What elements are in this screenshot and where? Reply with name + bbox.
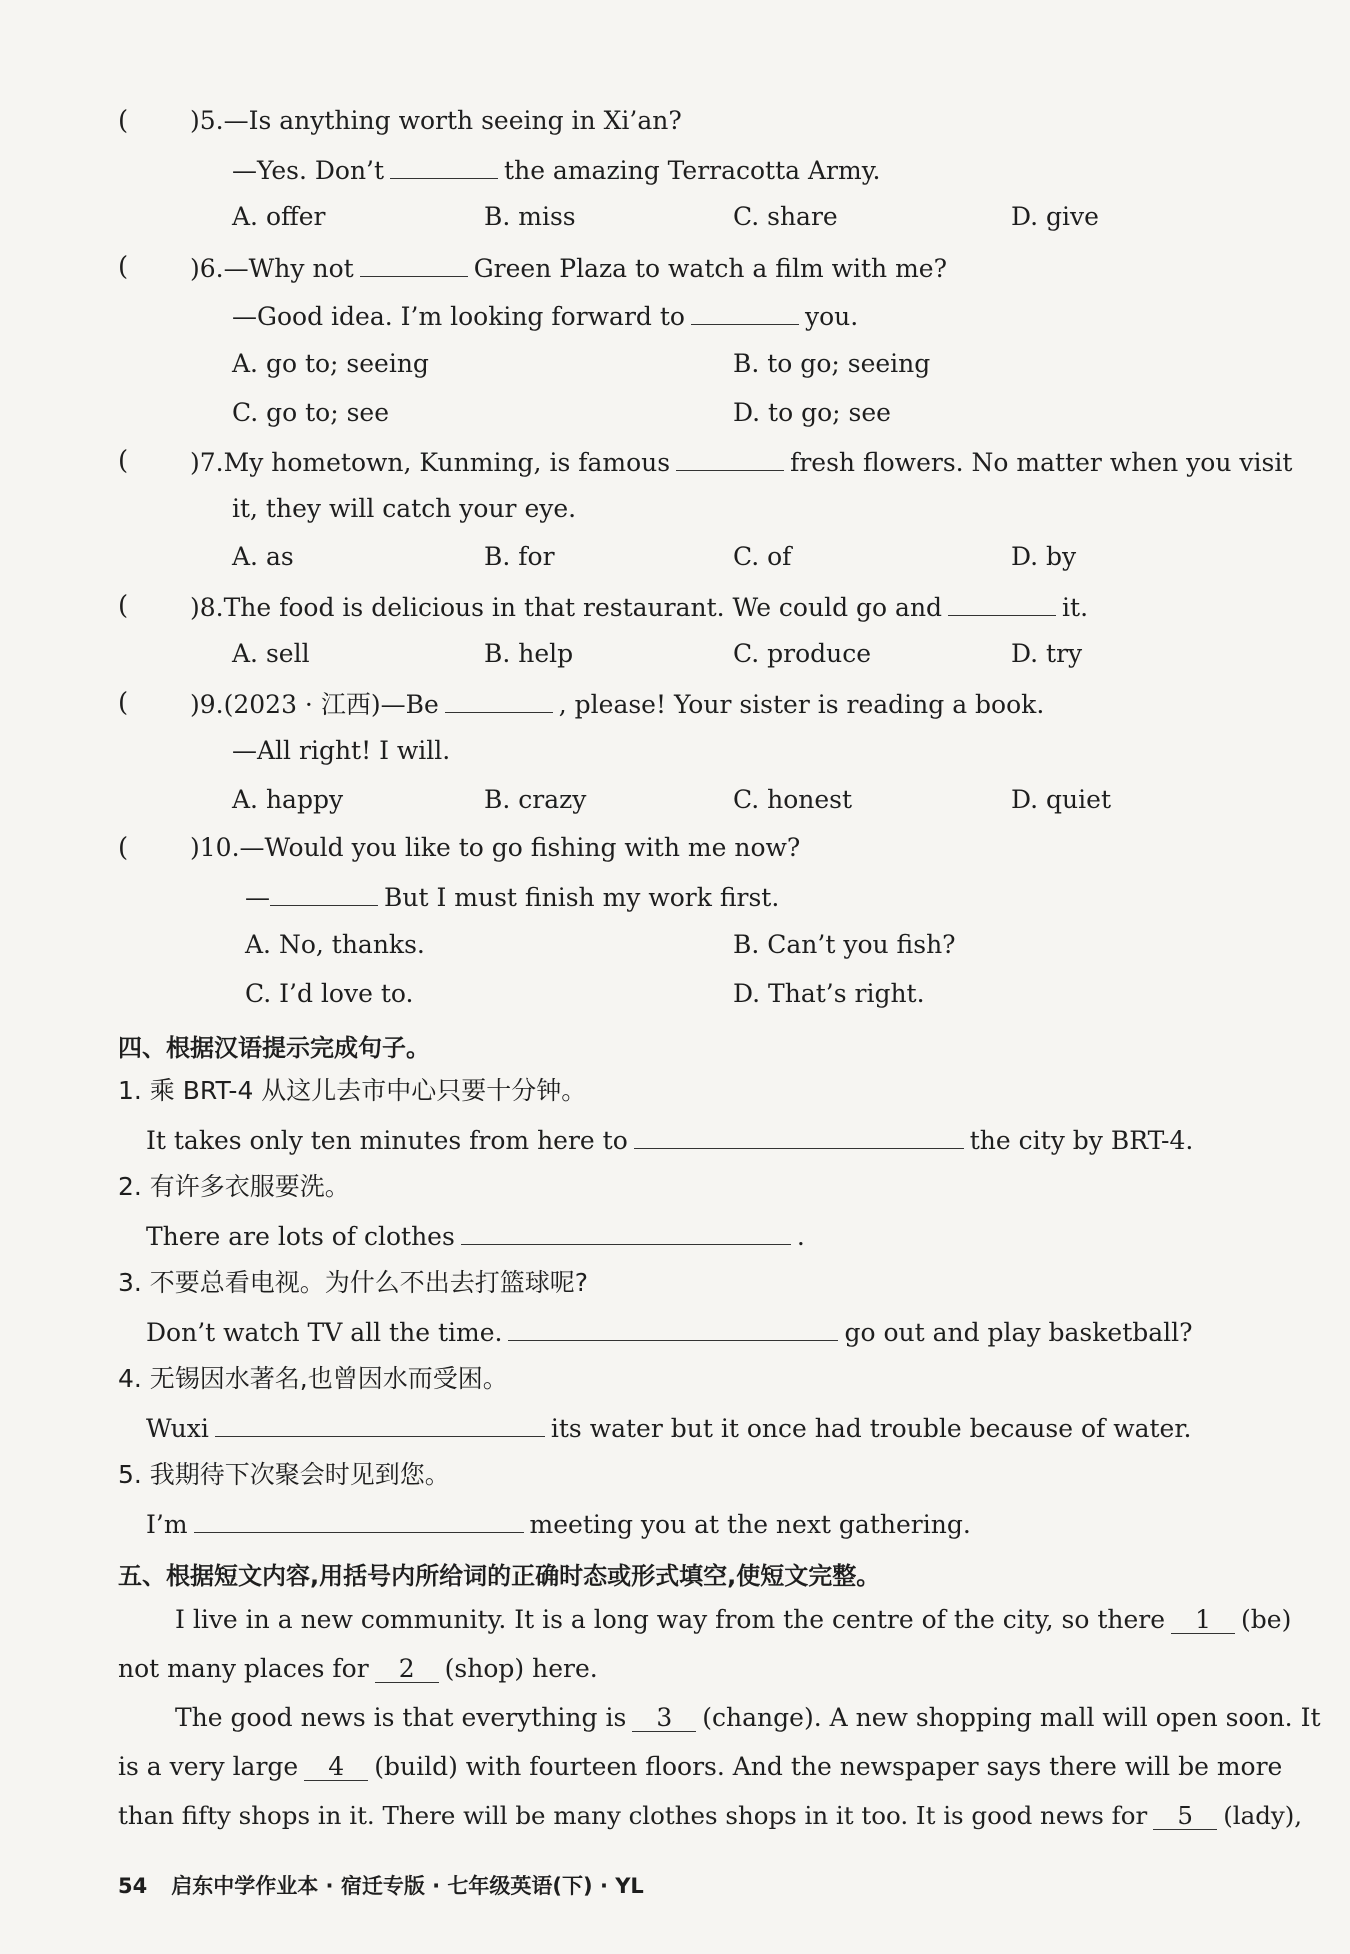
option-c: C. go to; see — [232, 398, 390, 427]
answer-blank[interactable] — [215, 1412, 545, 1437]
book-title: 启东中学作业本 · 宿迁专版 · 七年级英语(下) · YL — [171, 1874, 644, 1898]
option-d: D. by — [1011, 542, 1077, 571]
answer-blank[interactable] — [508, 1316, 838, 1341]
option-c: C. honest — [733, 785, 853, 814]
answer-blank[interactable] — [691, 300, 799, 325]
answer-blank[interactable] — [948, 591, 1056, 616]
answer-paren: ( — [118, 106, 129, 136]
passage-line: is a very large 4 (build) with fourteen floors. And the newspaper says there will be more — [118, 1752, 1283, 1781]
answer-blank[interactable] — [194, 1508, 524, 1533]
option-d: D. quiet — [1011, 785, 1111, 814]
passage-line: not many places for 2 (shop) here. — [118, 1654, 598, 1683]
answer-paren: ( — [118, 446, 129, 476]
answer-blank[interactable] — [634, 1124, 964, 1149]
question-9-stem: )9.(2023 · 江西)—Be , please! Your sister is reading a book. — [190, 690, 1045, 719]
option-b: B. help — [484, 639, 574, 668]
numbered-blank-5[interactable]: 5 — [1153, 1803, 1217, 1830]
option-a: A. happy — [232, 785, 344, 814]
answer-blank[interactable] — [461, 1220, 791, 1245]
section-4-title: 四、根据汉语提示完成句子。 — [118, 1034, 430, 1062]
section-4-item-2-english: There are lots of clothes . — [146, 1222, 805, 1251]
question-9-line2: —All right! I will. — [232, 736, 451, 765]
answer-blank[interactable] — [445, 688, 553, 713]
section-4-item-4-english: Wuxi its water but it once had trouble because of water. — [146, 1414, 1192, 1443]
option-b: B. to go; seeing — [733, 349, 931, 378]
answer-paren: ( — [118, 833, 129, 863]
passage-line: The good news is that everything is 3 (change). A new shopping mall will open soon. It — [175, 1703, 1321, 1732]
question-7-stem: )7.My hometown, Kunming, is famous fresh flowers. No matter when you visit — [190, 448, 1293, 477]
answer-paren: ( — [118, 591, 129, 621]
option-b: B. Can’t you fish? — [733, 930, 956, 959]
passage-line: I live in a new community. It is a long way from the centre of the city, so there 1 (be) — [175, 1605, 1292, 1634]
page-footer — [118, 1870, 644, 1900]
option-b: B. crazy — [484, 785, 587, 814]
answer-blank[interactable] — [676, 446, 784, 471]
option-a: A. as — [232, 542, 294, 571]
option-d: D. to go; see — [733, 398, 891, 427]
option-c: C. share — [733, 202, 838, 231]
section-4-item-4-chinese: 4. 无锡因水著名,也曾因水而受困。 — [118, 1364, 508, 1393]
option-d: D. try — [1011, 639, 1083, 668]
section-4-item-3-english: Don’t watch TV all the time. go out and play basketball? — [146, 1318, 1193, 1347]
option-b: B. miss — [484, 202, 576, 231]
question-6-stem: )6.—Why not Green Plaza to watch a film with me? — [190, 254, 948, 283]
section-4-item-1-chinese: 1. 乘 BRT-4 从这儿去市中心只要十分钟。 — [118, 1076, 587, 1105]
answer-blank[interactable] — [270, 881, 378, 906]
answer-paren: ( — [118, 688, 129, 718]
option-b: B. for — [484, 542, 555, 571]
numbered-blank-2[interactable]: 2 — [375, 1656, 439, 1683]
option-a: A. sell — [232, 639, 310, 668]
option-d: D. That’s right. — [733, 979, 925, 1008]
option-c: C. produce — [733, 639, 872, 668]
section-4-item-5-chinese: 5. 我期待下次聚会时见到您。 — [118, 1460, 450, 1489]
question-8-stem: )8.The food is delicious in that restaurant. We could go and it. — [190, 593, 1089, 622]
section-5-title: 五、根据短文内容,用括号内所给词的正确时态或形式填空,使短文完整。 — [118, 1562, 881, 1590]
section-4-item-2-chinese: 2. 有许多衣服要洗。 — [118, 1172, 350, 1201]
option-c: C. I’d love to. — [245, 979, 414, 1008]
page-number: 54 — [118, 1874, 148, 1898]
question-5-stem: )5.—Is anything worth seeing in Xi’an? — [190, 106, 682, 135]
section-4-item-5-english: I’m meeting you at the next gathering. — [146, 1510, 971, 1539]
answer-blank[interactable] — [360, 252, 468, 277]
section-4-item-3-chinese: 3. 不要总看电视。为什么不出去打篮球呢? — [118, 1268, 589, 1297]
passage-line: than fifty shops in it. There will be many clothes shops in it too. It is good news for 5 (lady), — [118, 1801, 1303, 1830]
numbered-blank-4[interactable]: 4 — [304, 1754, 368, 1781]
section-4-item-1-english: It takes only ten minutes from here to the city by BRT-4. — [146, 1126, 1194, 1155]
option-a: A. offer — [232, 202, 326, 231]
answer-paren: ( — [118, 252, 129, 282]
question-10-stem: )10.—Would you like to go fishing with me now? — [190, 833, 801, 862]
option-d: D. give — [1011, 202, 1099, 231]
numbered-blank-1[interactable]: 1 — [1171, 1607, 1235, 1634]
question-10-line2: — But I must finish my work first. — [245, 883, 780, 912]
option-a: A. go to; seeing — [232, 349, 429, 378]
numbered-blank-3[interactable]: 3 — [632, 1705, 696, 1732]
answer-blank[interactable] — [390, 154, 498, 179]
question-7-line2: it, they will catch your eye. — [232, 494, 577, 523]
option-a: A. No, thanks. — [245, 930, 425, 959]
option-c: C. of — [733, 542, 792, 571]
question-6-line2: —Good idea. I’m looking forward to you. — [232, 302, 859, 331]
question-5-line2: —Yes. Don’t the amazing Terracotta Army. — [232, 156, 881, 185]
